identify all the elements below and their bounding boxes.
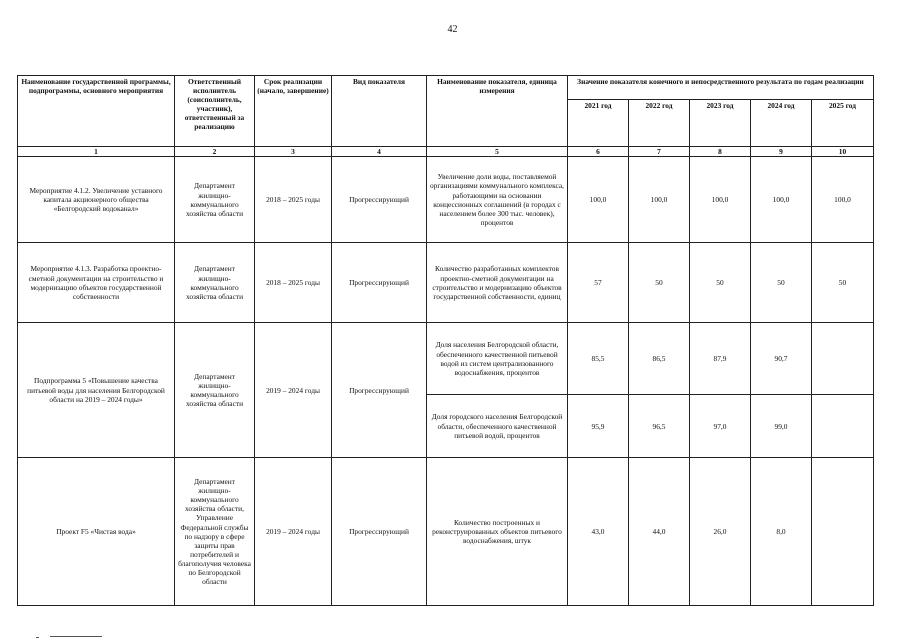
scan-mark bbox=[50, 636, 102, 637]
indicator-name-cell: Доля городского населения Белгородской области, обеспеченного качественной питьевой водой, процентов bbox=[427, 395, 568, 458]
indicator-name-cell: Увеличение доли воды, поставляемой организациями коммунального комплекса, работающими на основании концессионных соглашений (в городах с населением более 300 тыс. человек), процентов bbox=[427, 157, 568, 243]
value-cell bbox=[812, 458, 874, 606]
header-year: 2024 год bbox=[751, 100, 812, 147]
table-row bbox=[18, 458, 874, 606]
page-number: 42 bbox=[447, 24, 458, 35]
indicator-type-cell: Прогрессирующий bbox=[332, 157, 427, 243]
header-year: 2025 год bbox=[812, 100, 874, 147]
header-indicator-type: Вид показателя bbox=[332, 76, 427, 147]
indicator-name-cell: Количество построенных и реконструированных объектов питьевого водоснабжения, штук bbox=[427, 458, 568, 606]
value-cell: 26,0 bbox=[690, 458, 751, 606]
table-row bbox=[18, 323, 874, 395]
executor-cell: Департамент жилищно-коммунального хозяйства области bbox=[175, 243, 255, 323]
value-cell: 44,0 bbox=[629, 458, 690, 606]
period-cell: 2019 – 2024 годы bbox=[255, 323, 332, 458]
value-cell: 99,0 bbox=[751, 395, 812, 458]
executor-cell: Департамент жилищно-коммунального хозяйства области bbox=[175, 157, 255, 243]
value-cell bbox=[812, 323, 874, 395]
period-cell: 2018 – 2025 годы bbox=[255, 243, 332, 323]
value-cell: 100,0 bbox=[812, 157, 874, 243]
value-cell: 43,0 bbox=[568, 458, 629, 606]
value-cell: 85,5 bbox=[568, 323, 629, 395]
program-cell: Проект F5 «Чистая вода» bbox=[18, 458, 175, 606]
header-executor: Ответственный исполнитель (соисполнитель, участник), ответственный за реализацию bbox=[175, 76, 255, 147]
value-cell: 100,0 bbox=[568, 157, 629, 243]
header-indicator-name: Наименование показателя, единица измерения bbox=[427, 76, 568, 147]
value-cell: 57 bbox=[568, 243, 629, 323]
value-cell: 100,0 bbox=[629, 157, 690, 243]
value-cell: 87,9 bbox=[690, 323, 751, 395]
column-number: 10 bbox=[812, 147, 874, 157]
header-values-group: Значение показателя конечного и непосредственного результата по годам реализации bbox=[568, 76, 874, 100]
period-cell: 2018 – 2025 годы bbox=[255, 157, 332, 243]
column-number: 6 bbox=[568, 147, 629, 157]
indicator-name-cell: Доля населения Белгородской области, обеспеченного качественной питьевой водой из систем централизованного водоснабжения, процентов bbox=[427, 323, 568, 395]
indicator-type-cell: Прогрессирующий bbox=[332, 458, 427, 606]
header-year: 2021 год bbox=[568, 100, 629, 147]
value-cell: 100,0 bbox=[751, 157, 812, 243]
header-year: 2023 год bbox=[690, 100, 751, 147]
indicator-type-cell: Прогрессирующий bbox=[332, 323, 427, 458]
indicator-name-cell: Количество разработанных комплектов проектно-сметной документации на строительство и модернизацию объектов государственной собственности, единиц bbox=[427, 243, 568, 323]
column-number: 8 bbox=[690, 147, 751, 157]
indicator-type-cell: Прогрессирующий bbox=[332, 243, 427, 323]
table-row bbox=[18, 157, 874, 243]
executor-cell: Департамент жилищно-коммунального хозяйства области bbox=[175, 323, 255, 458]
program-cell: Мероприятие 4.1.3. Разработка проектно-сметной документации на строительство и модернизацию объектов государственной собственности bbox=[18, 243, 175, 323]
column-number: 1 bbox=[18, 147, 175, 157]
value-cell: 86,5 bbox=[629, 323, 690, 395]
column-number: 2 bbox=[175, 147, 255, 157]
value-cell: 100,0 bbox=[690, 157, 751, 243]
column-number: 9 bbox=[751, 147, 812, 157]
program-cell: Подпрограмма 5 «Повышение качества питьевой воды для населения Белгородской области на 2019 – 2024 годы» bbox=[18, 323, 175, 458]
value-cell: 96,5 bbox=[629, 395, 690, 458]
column-number: 5 bbox=[427, 147, 568, 157]
column-number: 4 bbox=[332, 147, 427, 157]
value-cell: 50 bbox=[629, 243, 690, 323]
value-cell: 50 bbox=[751, 243, 812, 323]
value-cell: 95,9 bbox=[568, 395, 629, 458]
period-cell: 2019 – 2024 годы bbox=[255, 458, 332, 606]
value-cell: 50 bbox=[690, 243, 751, 323]
value-cell: 97,0 bbox=[690, 395, 751, 458]
column-number: 7 bbox=[629, 147, 690, 157]
value-cell: 50 bbox=[812, 243, 874, 323]
program-cell: Мероприятие 4.1.2. Увеличение уставного капитала акционерного общества «Белгородский водоканал» bbox=[18, 157, 175, 243]
value-cell bbox=[812, 395, 874, 458]
program-indicators-table bbox=[17, 75, 874, 606]
header-period: Срок реализации (начало, завершение) bbox=[255, 76, 332, 147]
table-row bbox=[18, 243, 874, 323]
header-program: Наименование государственной программы, подпрограммы, основного мероприятия bbox=[18, 76, 175, 147]
scan-mark bbox=[36, 637, 39, 638]
value-cell: 90,7 bbox=[751, 323, 812, 395]
column-number-row bbox=[18, 147, 874, 157]
executor-cell: Департамент жилищно-коммунального хозяйства области, Управление Федеральной службы по надзору в сфере защиты прав потребителей и благополучия человека по Белгородской области bbox=[175, 458, 255, 606]
column-number: 3 bbox=[255, 147, 332, 157]
value-cell: 8,0 bbox=[751, 458, 812, 606]
header-year: 2022 год bbox=[629, 100, 690, 147]
